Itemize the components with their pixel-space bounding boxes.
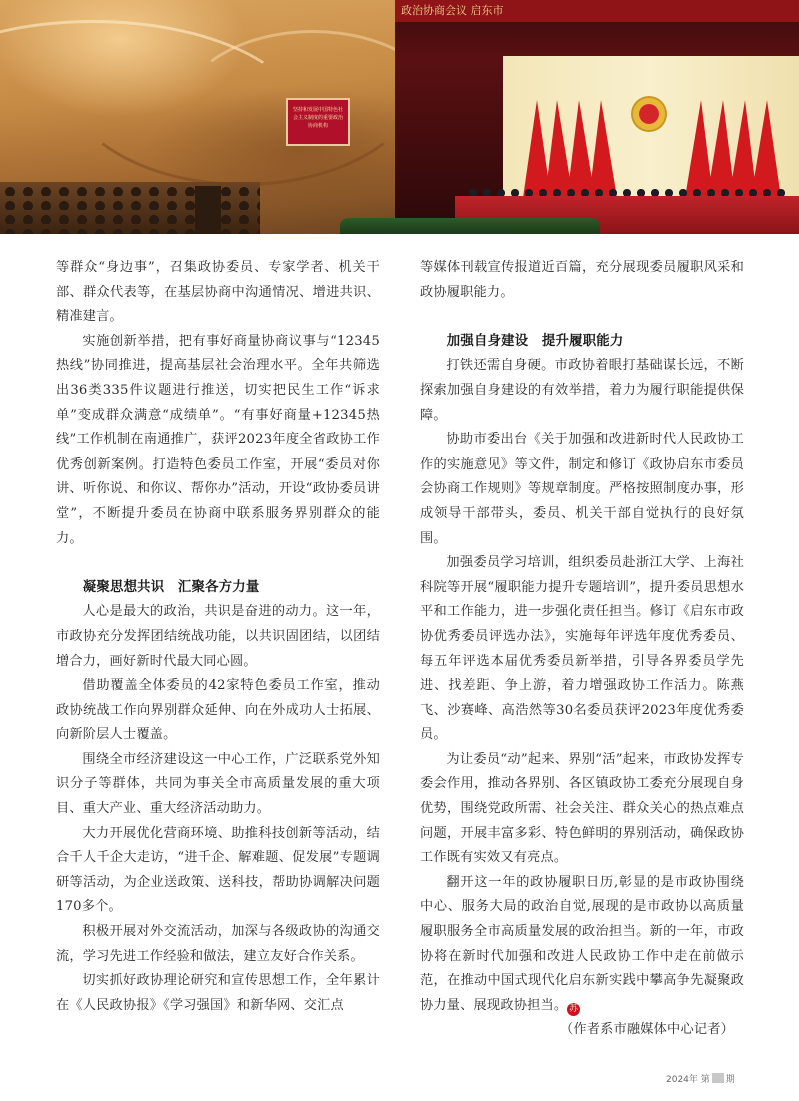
left-column [56,256,380,1018]
issue-number-box [712,1073,724,1083]
paragraph: 大力开展优化营商环境、助推科技创新等活动，结合千人千企大走访，“进千企、解难题、促发展”专题调研等活动，为企业送政策、送科技，帮助协调解决问题170多个。 [56,825,380,915]
section-heading: 加强自身建设 提升履职能力 [446,333,624,349]
paragraph: 积极开展对外交流活动，加深与各级政协的沟通交流，学习先进工作经验和做法，建立友好合作关系。 [56,924,380,964]
audience-seating [0,182,260,234]
cppcc-emblem-icon [631,96,667,132]
stage-plants [340,218,600,234]
conference-stage [395,0,799,234]
paragraph: 借助覆盖全体委员的42家特色委员工作室，推动政协统战工作向界别群众延伸、向在外成功人士拓展、向新阶层人士覆盖。 [56,678,380,743]
hall-door [195,186,221,234]
author-byline: （作者系市融媒体中心记者） [559,1022,734,1038]
paragraph: 等群众“身边事”，召集政协委员、专家学者、机关干部、群众代表等，在基层协商中沟通情况、增进共识、精准建言。 [56,260,380,325]
header-photo [0,0,799,234]
section-heading: 凝聚思想共识 汇聚各方力量 [82,579,260,595]
stage-banner: 政治协商会议 启东市 [395,0,799,22]
concert-hall-interior [0,0,395,234]
page-folio [666,1072,735,1085]
right-column [420,256,744,1043]
paragraph: 等媒体刊载宣传报道近百篇，充分展现委员履职风采和政协履职能力。 [420,260,744,300]
paragraph: 协助市委出台《关于加强和改进新时代人民政协工作的实施意见》等文件，制定和修订《政协启东市委员会协商工作规则》等规章制度。严格按照制度办事，形成领导干部带头，委员、机关干部自觉执行的良好氛围。 [420,432,744,546]
paragraph: 围绕全市经济建设这一中心工作，广泛联系党外知识分子等群体，共同为事关全市高质量发展的重大项目、重大产业、重大经济活动助力。 [56,751,380,817]
paragraph: 打铁还需自身硬。市政协着眼打基础谋长远，不断探索加强自身建设的有效举措，着力为履行职能提供保障。 [420,358,744,423]
spacer [420,305,744,330]
red-display-screen: 坚持和发展中国特色社会主义制度的重要政治协商机构 [286,98,350,146]
spacer [56,551,380,576]
paragraph: 人心是最大的政治，共识是奋进的动力。这一年，市政协充分发挥团结统战功能，以共识固团结，以团结增合力，画好新时代最大同心圆。 [56,604,380,669]
paragraph: 为让委员“动”起来、界别“活”起来，市政协发挥专委会作用，推动各界别、各区镇政协工委充分展现自身优势，围绕党政所需、社会关注、群众关心的热点难点问题，开展丰富多彩、特色鲜明的界别活动，确保政协工作既有实效又有亮点。 [420,751,744,866]
paragraph [420,871,744,1019]
folio-year: 2024年 第 [666,1075,710,1085]
red-flag [589,100,617,198]
paragraph: 实施创新举措，把有事好商量协商议事与“12345热线”协同推进，提高基层社会治理水平。全年共筛选出36类335件议题进行推送，切实把民生工作“诉求单”变成群众满意“成绩单”。“有事好商量+12345热线”工作机制在南通推广，获评2023年度全省政协工作优秀创新案例。打造特色委员工作室，开展“委员对你讲、听你说、和你议、帮你办”活动，开设“政协委员讲堂”，不断提升委员在协商中联系服务界别群众的能力。 [56,333,380,546]
folio-suffix: 期 [725,1075,735,1085]
end-mark-icon: 苏 [569,1003,579,1014]
red-flag [751,100,781,198]
paragraph-text: 翻开这一年的政协履职日历,彰显的是市政协围绕中心、服务大局的政治自觉,展现的是市政协以高质量履职服务全市高质量发展的政治担当。新的一年，市政协将在新时代加强和改进人民政协工作中走在前做示范，在推动中国式现代化启东新实践中攀高争先凝聚政协力量、展现政协担当。 [420,874,744,1013]
paragraph: 切实抓好政协理论研究和宣传思想工作，全年累计在《人民政协报》《学习强国》和新华网、交汇点 [56,973,380,1013]
paragraph: 加强委员学习培训，组织委员赴浙江大学、上海社科院等开展“履职能力提升专题培训”，提升委员思想水平和工作能力，进一步强化责任担当。修订《启东市政协优秀委员评选办法》，实施每年评选年度优秀委员、每五年评选本届优秀委员新举措，引导各界委员学先进、找差距、争上游，着力增强政协工作活力。陈燕飞、沙赛峰、高浩然等30名委员获评2023年度优秀委员。 [420,555,744,743]
